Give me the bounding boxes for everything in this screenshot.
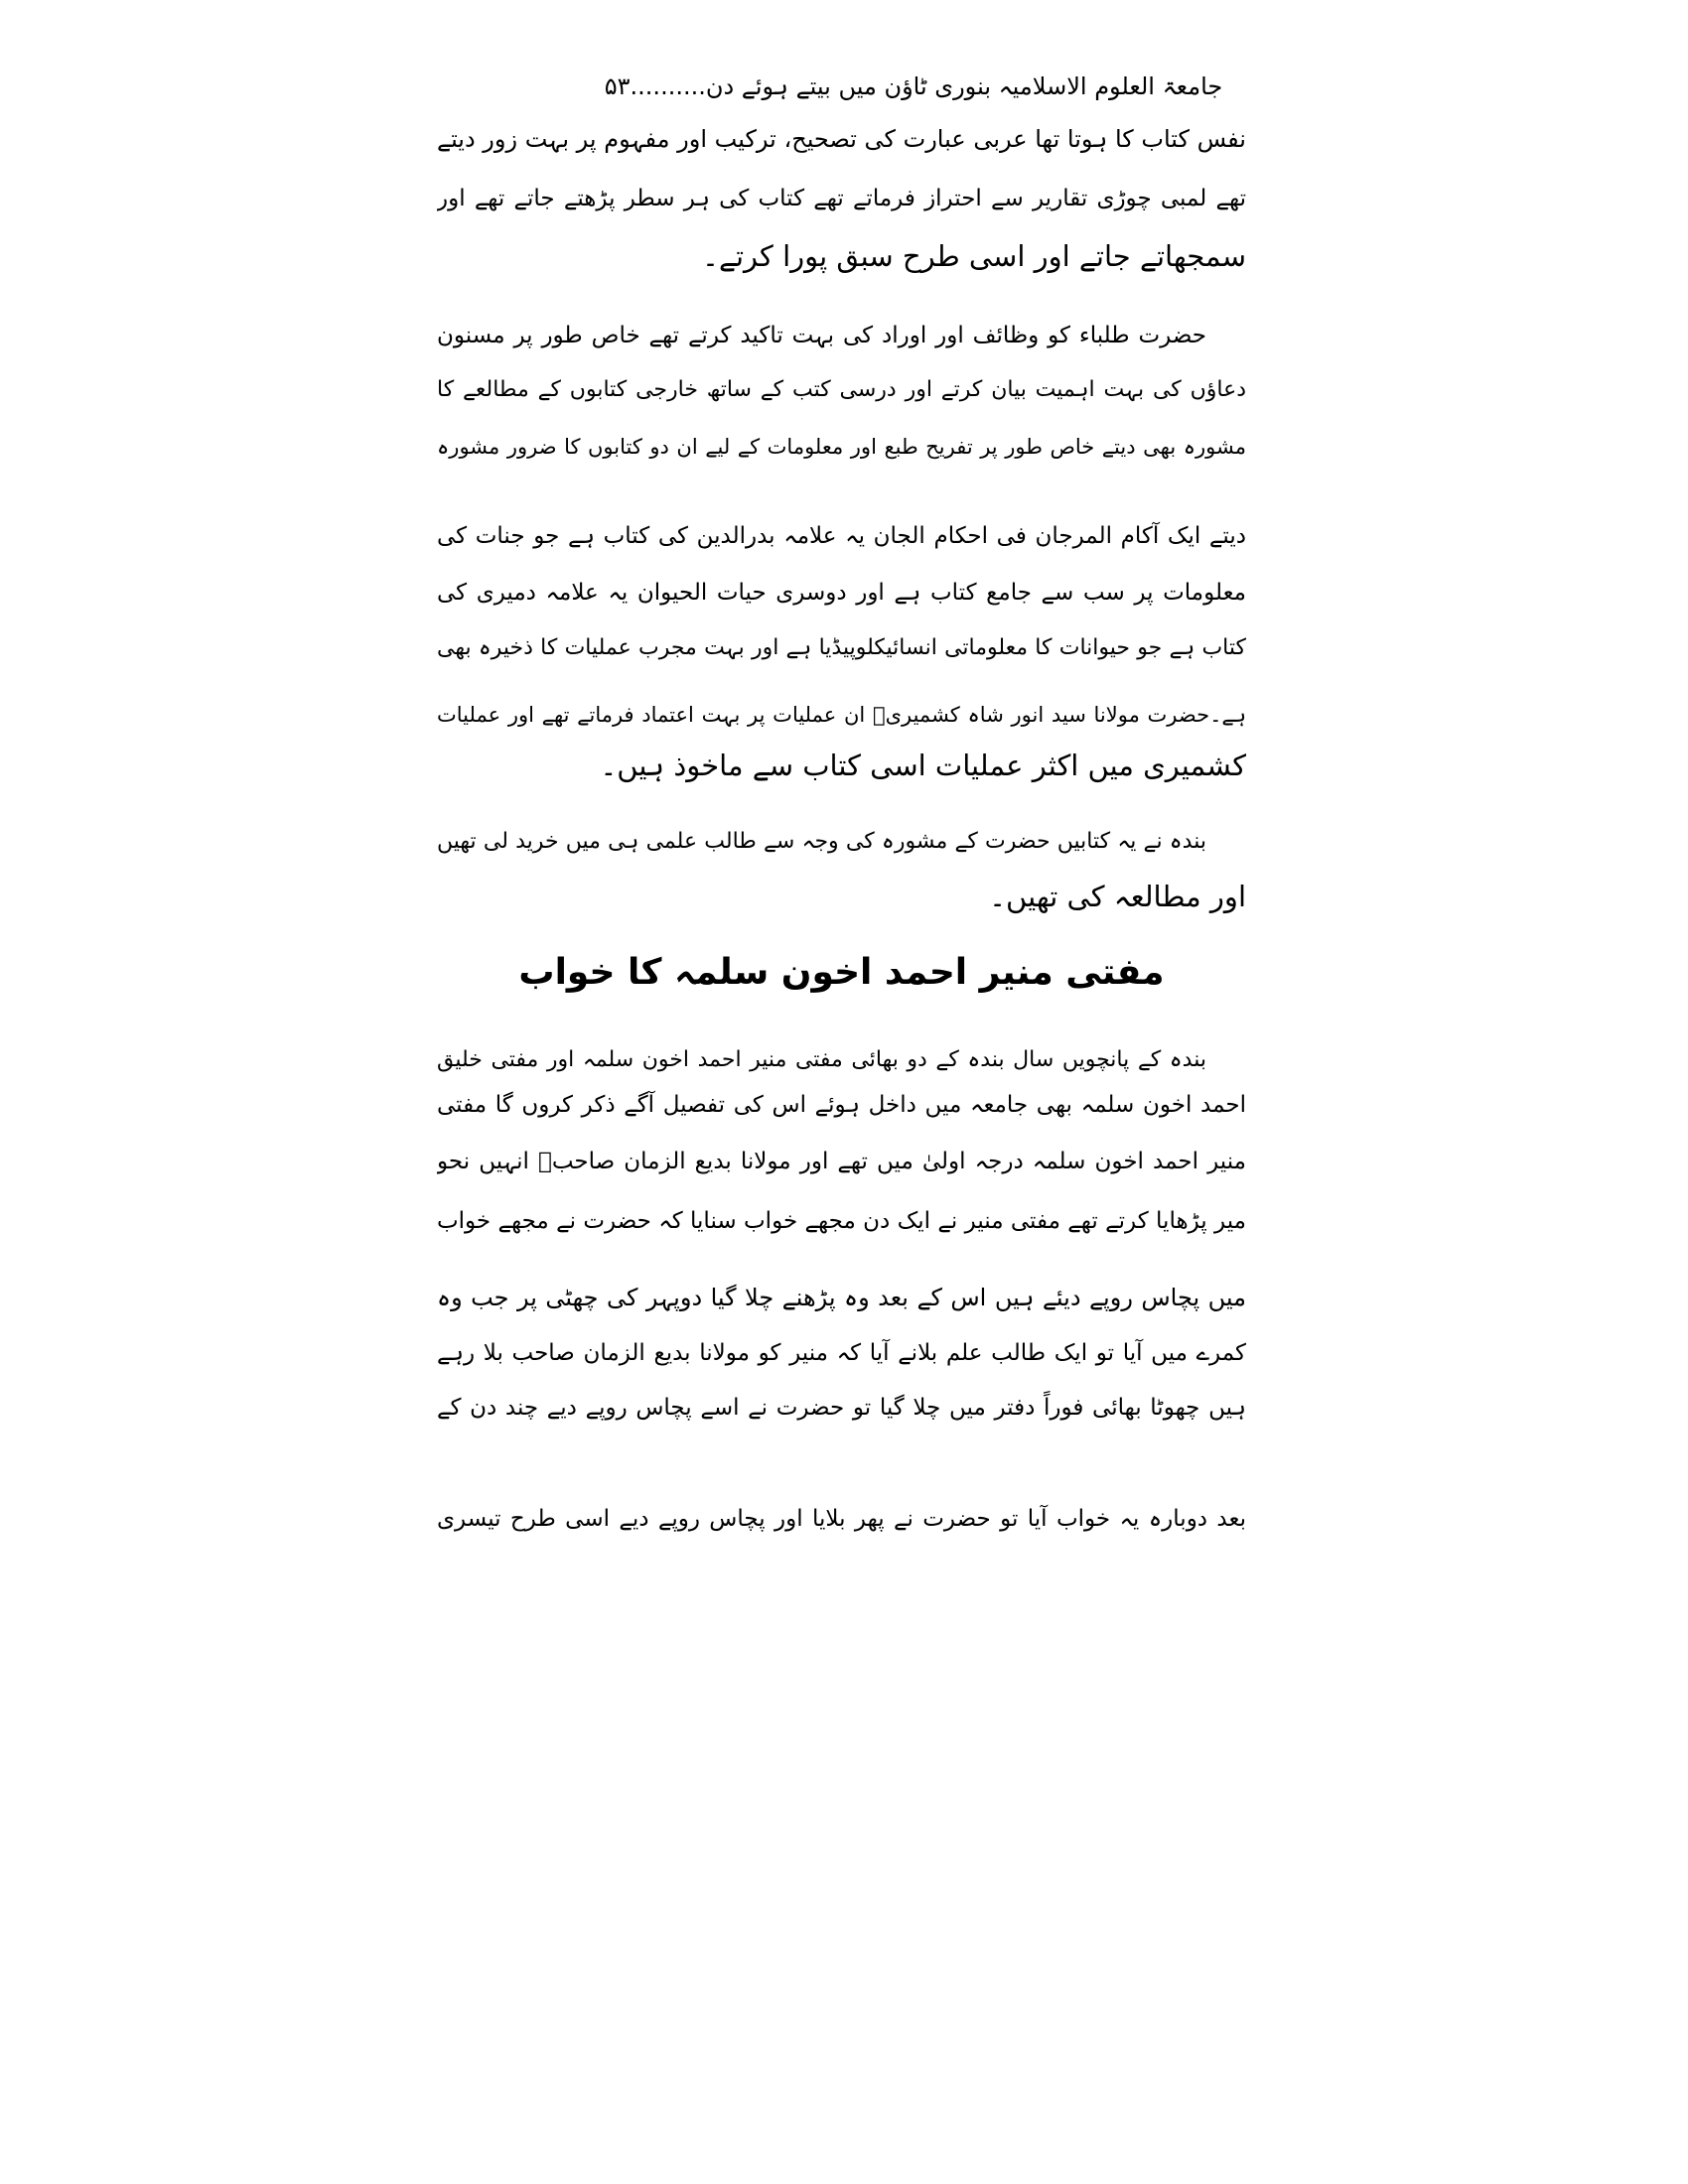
text-line: کشمیری میں اکثر عملیات اسی کتاب سے ماخوذ ہیں۔ (600, 749, 1246, 782)
text-line: میں پچاس روپے دیئے ہیں اس کے بعد وہ پڑھنے چلا گیا دوپہر کی چھٹی پر جب وہ (437, 1284, 1246, 1311)
text-line: نفس کتاب کا ہوتا تھا عربی عبارت کی تصحیح، ترکیب اور مفہوم پر بہت زور دیتے (437, 125, 1246, 153)
text-line: سمجھاتے جاتے اور اسی طرح سبق پورا کرتے۔ (701, 239, 1246, 273)
text-line: بندہ نے یہ کتابیں حضرت کے مشورہ کی وجہ سے طالب علمی ہی میں خرید لی تھیں (437, 829, 1206, 854)
text-line: کمرے میں آیا تو ایک طالب علم بلانے آیا کہ منیر کو مولانا بدیع الزمان صاحب بلا رہے (437, 1340, 1246, 1366)
text-line: بعد دوبارہ یہ خواب آیا تو حضرت نے پھر بلایا اور پچاس روپے دیے اسی طرح تیسری (437, 1506, 1246, 1532)
text-line: منیر احمد اخون سلمہ درجہ اولیٰ میں تھے اور مولانا بدیع الزمان صاحبؒ انہیں نحو (437, 1149, 1246, 1174)
text-line: بندہ کے پانچویں سال بندہ کے دو بھائی مفتی منیر احمد اخون سلمہ اور مفتی خلیق (437, 1047, 1206, 1072)
text-line: دعاؤں کی بہت اہمیت بیان کرتے اور درسی کتب کے ساتھ خارجی کتابوں کے مطالعے کا (437, 377, 1246, 402)
text-line: کتاب ہے جو حیوانات کا معلوماتی انسائیکلوپیڈیا ہے اور بہت مجرب عملیات کا ذخیرہ بھی (437, 635, 1246, 660)
text-line: اور مطالعہ کی تھیں۔ (989, 880, 1246, 913)
text-line: حضرت طلباء کو وظائف اور اوراد کی بہت تاکید کرتے تھے خاص طور پر مسنون (437, 323, 1206, 348)
text-line: احمد اخون سلمہ بھی جامعہ میں داخل ہوئے اس کی تفصیل آگے ذکر کروں گا مفتی (437, 1092, 1246, 1118)
text-line: تھے لمبی چوڑی تقاریر سے احتراز فرماتے تھے کتاب کی ہر سطر پڑھتے جاتے تھے اور (437, 186, 1246, 211)
text-line: میر پڑھایا کرتے تھے مفتی منیر نے ایک دن مجھے خواب سنایا کہ حضرت نے مجھے خواب (437, 1208, 1246, 1234)
text-line: ہیں چھوٹا بھائی فوراً دفتر میں چلا گیا تو حضرت نے اسے پچاس روپے دیے چند دن کے (437, 1395, 1246, 1421)
text-line: مشورہ بھی دیتے خاص طور پر تفریح طبع اور معلومات کے لیے ان دو کتابوں کا ضرور مشورہ (437, 435, 1246, 459)
running-header: جامعۃ العلوم الاسلامیہ بنوری ٹاؤن میں بیتے ہوئے دن..........۵۳ (604, 72, 1223, 100)
text-line: دیتے ایک آکام المرجان فی احکام الجان یہ علامہ بدرالدین کی کتاب ہے جو جنات کی (437, 523, 1246, 549)
text-line: ہے۔حضرت مولانا سید انور شاہ کشمیریؒ ان عملیات پر بہت اعتماد فرماتے تھے اور عملیات (437, 703, 1246, 727)
text-line: معلومات پر سب سے جامع کتاب ہے اور دوسری حیات الحیوان یہ علامہ دمیری کی (437, 580, 1246, 606)
section-heading: مفتی منیر احمد اخون سلمہ کا خواب (518, 952, 1165, 993)
